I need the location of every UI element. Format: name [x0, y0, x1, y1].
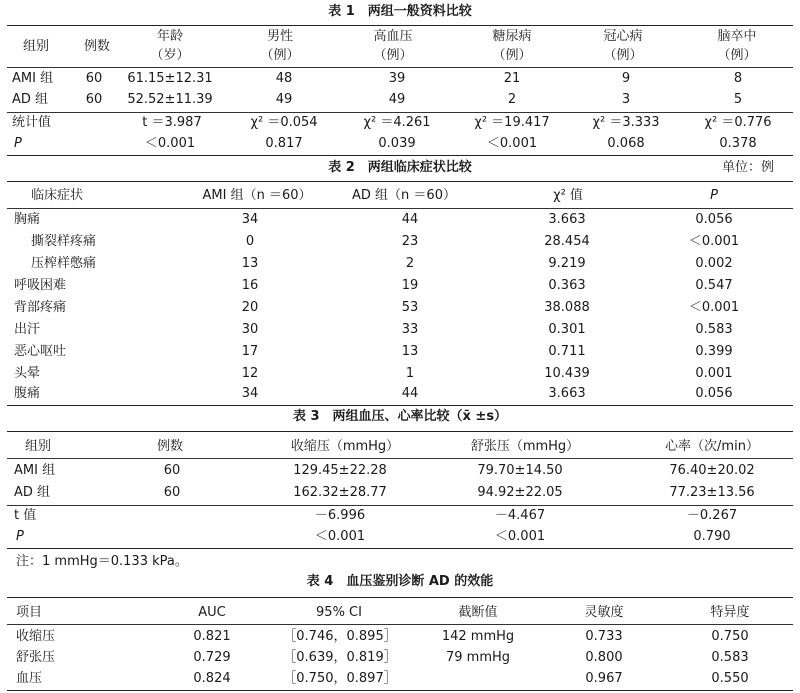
table-row	[0, 320, 800, 340]
table1-header-stroke: 脑卒中	[717, 29, 757, 44]
table-cell: 背部疼痛	[14, 300, 67, 315]
table-cell: 76.40±20.02	[669, 463, 755, 478]
table-cell: 162.32±28.77	[293, 485, 387, 500]
table1-unit-diabetes: （例）	[492, 48, 532, 63]
table-cell: 0.817	[265, 136, 303, 151]
table3-header-group: 组别	[25, 439, 52, 454]
table-cell: 12	[241, 366, 259, 381]
table2-header-chi: χ² 值	[553, 188, 583, 203]
table-cell: 0.729	[193, 650, 231, 665]
table-cell: ＜0.001	[314, 529, 366, 544]
table-cell: 129.45±22.28	[293, 463, 387, 478]
table-cell: －0.267	[686, 508, 738, 523]
table-cell: 0.583	[711, 650, 749, 665]
table-cell: 49	[388, 92, 406, 107]
table-row	[0, 364, 800, 384]
table-cell: χ² ＝0.054	[250, 115, 318, 130]
table-row	[0, 506, 800, 526]
table3-header-sbp: 收缩压（mmHg）	[290, 439, 400, 454]
table1-unit-chd: （例）	[603, 48, 643, 63]
table1-header-chd: 冠心病	[603, 29, 643, 44]
table4-header-auc: AUC	[198, 605, 226, 620]
table-cell: ＜0.001	[688, 300, 740, 315]
table1-header-age: 年龄	[156, 29, 184, 44]
table-cell: 统计值	[12, 115, 52, 130]
table-cell: 舒张压	[16, 650, 56, 665]
table-cell: 0.363	[548, 278, 586, 293]
table3-header	[0, 437, 800, 457]
table-cell: －4.467	[494, 508, 546, 523]
table-cell: 0.002	[695, 256, 733, 271]
table1-caption: 表 1 两组一般资料比较	[328, 4, 472, 19]
table-cell: AMI 组	[12, 71, 54, 86]
table-cell: 0.967	[585, 671, 623, 686]
table-cell: 28.454	[544, 234, 590, 249]
table-cell: 0.301	[548, 322, 586, 337]
table-cell: 出汗	[14, 322, 41, 337]
table-cell: 13	[401, 344, 419, 359]
table-cell: 0.399	[695, 344, 733, 359]
table1-header	[0, 27, 800, 54]
table-cell: 9.219	[548, 256, 586, 271]
table-cell: 17	[241, 344, 259, 359]
table4-header-cutoff: 截断值	[458, 605, 498, 620]
table1-bottom-rule	[7, 155, 793, 156]
table-row	[0, 210, 800, 230]
table-cell: AD 组	[14, 485, 51, 500]
table3-header-count: 例数	[156, 439, 184, 454]
table-cell: 0.583	[695, 322, 733, 337]
table2-top-rule	[7, 181, 793, 182]
table1-header-rule	[7, 67, 793, 68]
table-cell: 0.547	[695, 278, 733, 293]
table-cell: 1	[405, 366, 415, 381]
table-cell: 0.821	[193, 629, 231, 644]
table-cell: 19	[401, 278, 419, 293]
table3-bottom-rule	[7, 548, 793, 549]
table-cell: 0.550	[711, 671, 749, 686]
table1-unit-male: （例）	[260, 48, 300, 63]
table-row	[0, 648, 800, 668]
table-cell: 33	[401, 322, 419, 337]
table-cell: 0.733	[585, 629, 623, 644]
table-row	[0, 384, 800, 404]
table-cell: －6.996	[314, 508, 366, 523]
table-cell: t ＝3.987	[142, 115, 202, 130]
table4-header-rule	[7, 624, 793, 625]
table-cell: 13	[241, 256, 259, 271]
table4-header-item: 项目	[16, 605, 43, 620]
table-cell: 0.068	[607, 136, 645, 151]
table-cell: 39	[388, 71, 406, 86]
table2-header-symptom: 临床症状	[31, 188, 84, 203]
table-cell: 34	[241, 212, 259, 227]
table-cell: 头晕	[14, 366, 41, 381]
table2-unit: 单位：例	[721, 160, 774, 175]
table1-unit-hypertension: （例）	[373, 48, 413, 63]
table-cell: 压榨样憋痛	[31, 256, 97, 271]
table-cell: 49	[275, 92, 293, 107]
table-row	[0, 113, 800, 133]
table-cell: 胸痛	[14, 212, 41, 227]
table-cell: 142 mmHg	[441, 629, 515, 644]
table-row	[0, 254, 800, 274]
table-cell: 60	[85, 71, 103, 86]
table1-header-units	[0, 46, 800, 66]
table-cell: 38.088	[544, 300, 590, 315]
table-cell: 44	[401, 212, 419, 227]
table-cell: χ² ＝0.776	[704, 115, 772, 130]
table-cell: 收缩压	[16, 629, 56, 644]
table-cell: 腹痛	[14, 386, 41, 401]
table-cell: 0.800	[585, 650, 623, 665]
table-cell: 0.378	[719, 136, 757, 151]
table-row	[0, 669, 800, 689]
table-row	[0, 69, 800, 89]
table4-header-ci: 95% CI	[316, 605, 362, 620]
table2-header-ad: AD 组（n ＝60）	[352, 188, 456, 203]
table2-header-p: P	[710, 188, 718, 203]
table1-top-rule	[7, 25, 793, 26]
table-cell: ＜0.001	[494, 529, 546, 544]
table-cell: ＜0.001	[144, 136, 196, 151]
table1-unit-stroke: （例）	[717, 48, 757, 63]
table2-header	[0, 186, 800, 206]
table4-header-specificity: 特异度	[710, 605, 750, 620]
table-cell: 77.23±13.56	[669, 485, 755, 500]
table1-header-hypertension: 高血压	[373, 29, 413, 44]
table-cell: 0.750	[711, 629, 749, 644]
table4-caption: 表 4 血压鉴别诊断 AD 的效能	[306, 574, 494, 589]
table-row	[0, 461, 800, 481]
table3-caption: 表 3 两组血压、心率比较（x̄ ±s）	[292, 409, 508, 424]
table1-header-group: 组别	[23, 39, 50, 54]
table-cell: 23	[401, 234, 419, 249]
table-cell: 3	[621, 92, 631, 107]
table-row	[0, 134, 800, 154]
table1-header-diabetes: 糖尿病	[492, 29, 532, 44]
table-cell: 79.70±14.50	[477, 463, 563, 478]
table-cell: AD 组	[12, 92, 49, 107]
table1-header-count: 例数	[83, 39, 111, 54]
table-cell: ［0.639，0.819］	[283, 650, 397, 665]
table3-note: 注：1 mmHg＝0.133 kPa。	[16, 554, 188, 569]
table-cell: 0.790	[693, 529, 731, 544]
table-cell: 2	[405, 256, 415, 271]
table-cell: 血压	[16, 671, 43, 686]
table1-unit-age: （岁）	[150, 48, 190, 63]
table-row	[0, 276, 800, 296]
table3-header-hr: 心率（次/min）	[665, 439, 759, 454]
table-cell: 60	[163, 463, 181, 478]
table4-top-rule	[7, 597, 793, 598]
table-cell: 61.15±12.31	[127, 71, 213, 86]
table3-header-rule	[7, 458, 793, 459]
table-cell: 0.001	[695, 366, 733, 381]
table-row	[0, 90, 800, 110]
table-cell: 9	[621, 71, 631, 86]
table-cell: 0.039	[378, 136, 416, 151]
table3-top-rule	[7, 431, 793, 432]
table-cell: 3.663	[548, 386, 586, 401]
table-cell: 撕裂样疼痛	[31, 234, 97, 249]
table-cell: χ² ＝4.261	[363, 115, 431, 130]
table-cell: χ² ＝3.333	[592, 115, 660, 130]
table-cell: t 值	[14, 508, 37, 523]
table2-caption: 表 2 两组临床症状比较	[328, 160, 472, 175]
table-cell: 呼吸困难	[14, 278, 67, 293]
table2-header-rule	[7, 208, 793, 209]
table-cell: 52.52±11.39	[127, 92, 213, 107]
table-cell: 30	[241, 322, 259, 337]
table-cell: 48	[275, 71, 293, 86]
table-cell: 79 mmHg	[445, 650, 511, 665]
table-row	[0, 527, 800, 547]
table-cell: 0	[245, 234, 255, 249]
table3-header-dbp: 舒张压（mmHg）	[470, 439, 580, 454]
table-cell: 恶心呕吐	[14, 344, 67, 359]
table-cell: ［0.750，0.897］	[283, 671, 397, 686]
table-cell: 10.439	[544, 366, 590, 381]
table-row	[0, 342, 800, 362]
table-row	[0, 483, 800, 503]
table-row	[0, 627, 800, 647]
table-cell: 2	[507, 92, 517, 107]
table-cell: AMI 组	[14, 463, 56, 478]
table-cell: 21	[503, 71, 521, 86]
table-cell: 60	[163, 485, 181, 500]
table4-header	[0, 603, 800, 623]
table1-header-male: 男性	[266, 29, 294, 44]
table2-bottom-rule	[7, 405, 793, 406]
table-cell: P	[14, 136, 22, 151]
table-cell: 44	[401, 386, 419, 401]
table-cell: P	[16, 529, 24, 544]
table4-bottom-rule	[7, 690, 793, 691]
table-cell: 53	[401, 300, 419, 315]
table-cell: 8	[733, 71, 743, 86]
table-cell: 20	[241, 300, 259, 315]
table-cell: ［0.746，0.895］	[283, 629, 397, 644]
table4-header-sensitivity: 灵敏度	[584, 605, 624, 620]
table-cell: ＜0.001	[688, 234, 740, 249]
table-cell: 5	[733, 92, 743, 107]
table-row	[0, 298, 800, 318]
table-cell: ＜0.001	[486, 136, 538, 151]
table-cell: 60	[85, 92, 103, 107]
table-cell: 0.711	[548, 344, 586, 359]
table-cell: 0.824	[193, 671, 231, 686]
table-cell: χ² ＝19.417	[474, 115, 550, 130]
table2-header-ami: AMI 组（n ＝60）	[202, 188, 312, 203]
table-row	[0, 232, 800, 252]
table-cell: 94.92±22.05	[477, 485, 563, 500]
table-cell: 16	[241, 278, 259, 293]
table-cell: 34	[241, 386, 259, 401]
table-cell: 3.663	[548, 212, 586, 227]
table-cell: 0.056	[695, 386, 733, 401]
table-cell: 0.056	[695, 212, 733, 227]
